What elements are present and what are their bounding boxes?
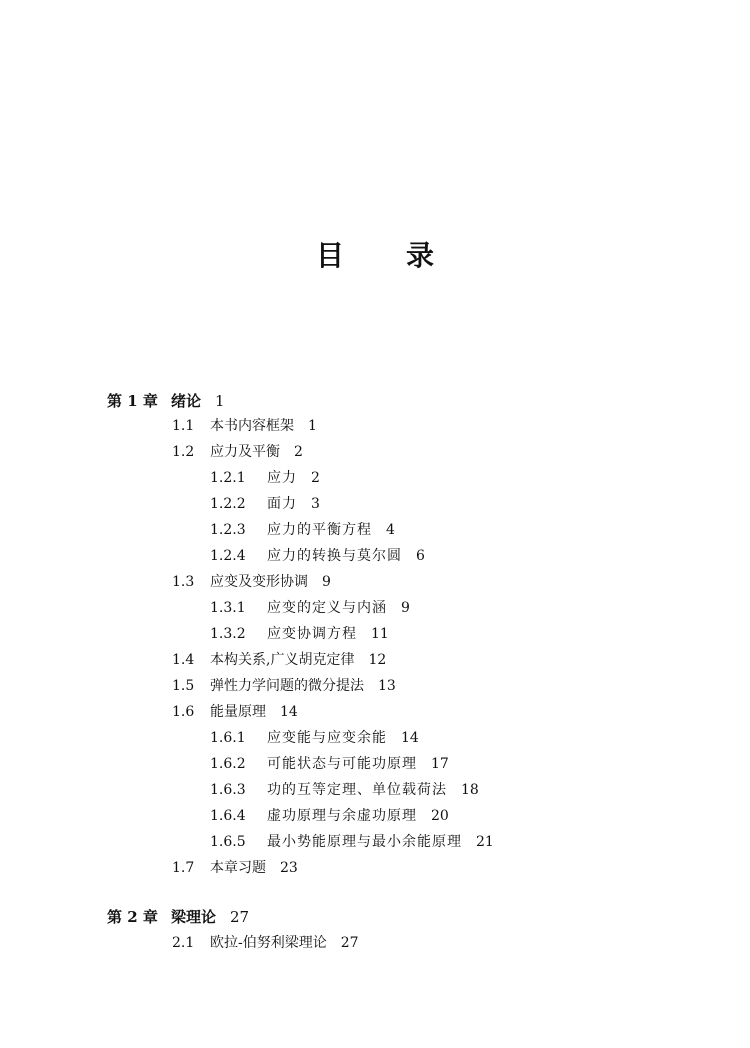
toc-entry-page: 27 — [340, 935, 359, 951]
toc-entry-number: 1.6.5 — [210, 834, 246, 850]
toc-entry-title: 最小势能原理与最小余能原理 — [267, 834, 462, 850]
toc-entry-number: 1.6.2 — [210, 756, 246, 772]
toc-subsection — [210, 728, 419, 748]
toc-entry-number: 2.1 — [172, 935, 195, 951]
toc-subsection — [210, 832, 494, 852]
toc-entry-number: 1.3 — [172, 574, 195, 590]
toc-entry-page: 27 — [230, 908, 250, 926]
toc-entry-title: 功的互等定理、单位载荷法 — [267, 782, 447, 798]
toc-entry-number: 1.6.1 — [210, 730, 246, 746]
toc-entry-title: 能量原理 — [210, 704, 266, 720]
toc-subsection — [210, 546, 425, 566]
toc-section — [172, 442, 303, 462]
toc-subsection — [210, 598, 410, 618]
toc-section — [172, 933, 359, 953]
toc-entry-title: 应力及平衡 — [210, 444, 280, 460]
toc-entry-page: 2 — [311, 470, 320, 486]
toc-subsection — [210, 754, 449, 774]
toc-entry-number: 1.3.2 — [210, 626, 246, 642]
toc-section — [172, 702, 298, 722]
toc-entry-title: 应力的转换与莫尔圆 — [267, 548, 402, 564]
toc-entry-title: 本章习题 — [210, 860, 266, 876]
title-char-2: 录 — [406, 239, 435, 272]
toc-entry-number: 1.2 — [172, 444, 195, 460]
toc-section — [172, 858, 298, 878]
toc-entry-title: 梁理论 — [171, 908, 217, 926]
toc-entry-title: 应变及变形协调 — [210, 574, 308, 590]
toc-entry-title: 绪论 — [171, 392, 202, 410]
toc-entry-title: 应力的平衡方程 — [267, 522, 372, 538]
toc-entry-title: 应变能与应变余能 — [267, 730, 387, 746]
toc-entry-number: 1.6.4 — [210, 808, 246, 824]
toc-subsection — [210, 780, 479, 800]
toc-subsection — [210, 806, 449, 826]
toc-entry-page: 17 — [431, 756, 449, 772]
toc-subsection — [210, 468, 320, 488]
toc-entry-page: 9 — [401, 600, 410, 616]
toc-entry-page: 12 — [368, 652, 387, 668]
toc-entry-number: 1.5 — [172, 678, 195, 694]
toc-entry-page: 9 — [322, 574, 331, 590]
toc-entry-page: 21 — [476, 834, 494, 850]
toc-subsection — [210, 494, 320, 514]
toc-entry-title: 应变的定义与内涵 — [267, 600, 387, 616]
toc-chapter — [107, 391, 225, 411]
toc-entry-page: 18 — [461, 782, 479, 798]
toc-entry-number: 第 1 章 — [107, 392, 158, 410]
toc-entry-page: 1 — [215, 392, 225, 410]
toc-entry-title: 虚功原理与余虚功原理 — [267, 808, 417, 824]
page-title — [0, 236, 750, 276]
toc-entry-page: 1 — [308, 418, 317, 434]
toc-entry-number: 1.7 — [172, 860, 195, 876]
toc-section — [172, 416, 317, 436]
toc-section — [172, 572, 331, 592]
toc-entry-page: 13 — [378, 678, 396, 694]
toc-entry-page: 4 — [386, 522, 395, 538]
toc-entry-number: 1.2.2 — [210, 496, 246, 512]
toc-entry-page: 2 — [294, 444, 303, 460]
toc-entry-number: 1.1 — [172, 418, 195, 434]
toc-entry-number: 1.4 — [172, 652, 195, 668]
toc-entry-number: 第 2 章 — [107, 908, 158, 926]
toc-entry-page: 11 — [371, 626, 389, 642]
toc-entry-title: 应变协调方程 — [267, 626, 357, 642]
toc-subsection — [210, 520, 395, 540]
toc-entry-title: 欧拉-伯努利梁理论 — [210, 935, 327, 951]
toc-entry-page: 20 — [431, 808, 449, 824]
toc-entry-title: 本书内容框架 — [210, 418, 294, 434]
toc-entry-page: 14 — [280, 704, 298, 720]
toc-subsection — [210, 624, 389, 644]
toc-entry-page: 14 — [401, 730, 419, 746]
toc-entry-number: 1.2.3 — [210, 522, 246, 538]
toc-entry-title: 面力 — [267, 496, 297, 512]
toc-section — [172, 650, 386, 670]
toc-entry-number: 1.3.1 — [210, 600, 246, 616]
toc-entry-number: 1.2.4 — [210, 548, 246, 564]
toc-section — [172, 676, 396, 696]
toc-entry-page: 23 — [280, 860, 298, 876]
toc-entry-page: 6 — [416, 548, 425, 564]
toc-entry-number: 1.6.3 — [210, 782, 246, 798]
toc-entry-number: 1.6 — [172, 704, 195, 720]
toc-entry-number: 1.2.1 — [210, 470, 246, 486]
toc-entry-title: 可能状态与可能功原理 — [267, 756, 417, 772]
toc-entry-title: 弹性力学问题的微分提法 — [210, 678, 364, 694]
toc-chapter — [107, 907, 249, 927]
toc-entry-page: 3 — [311, 496, 320, 512]
toc-entry-title: 本构关系,广义胡克定律 — [210, 652, 355, 668]
title-char-1: 目 — [315, 239, 344, 272]
toc-entry-title: 应力 — [267, 470, 297, 486]
